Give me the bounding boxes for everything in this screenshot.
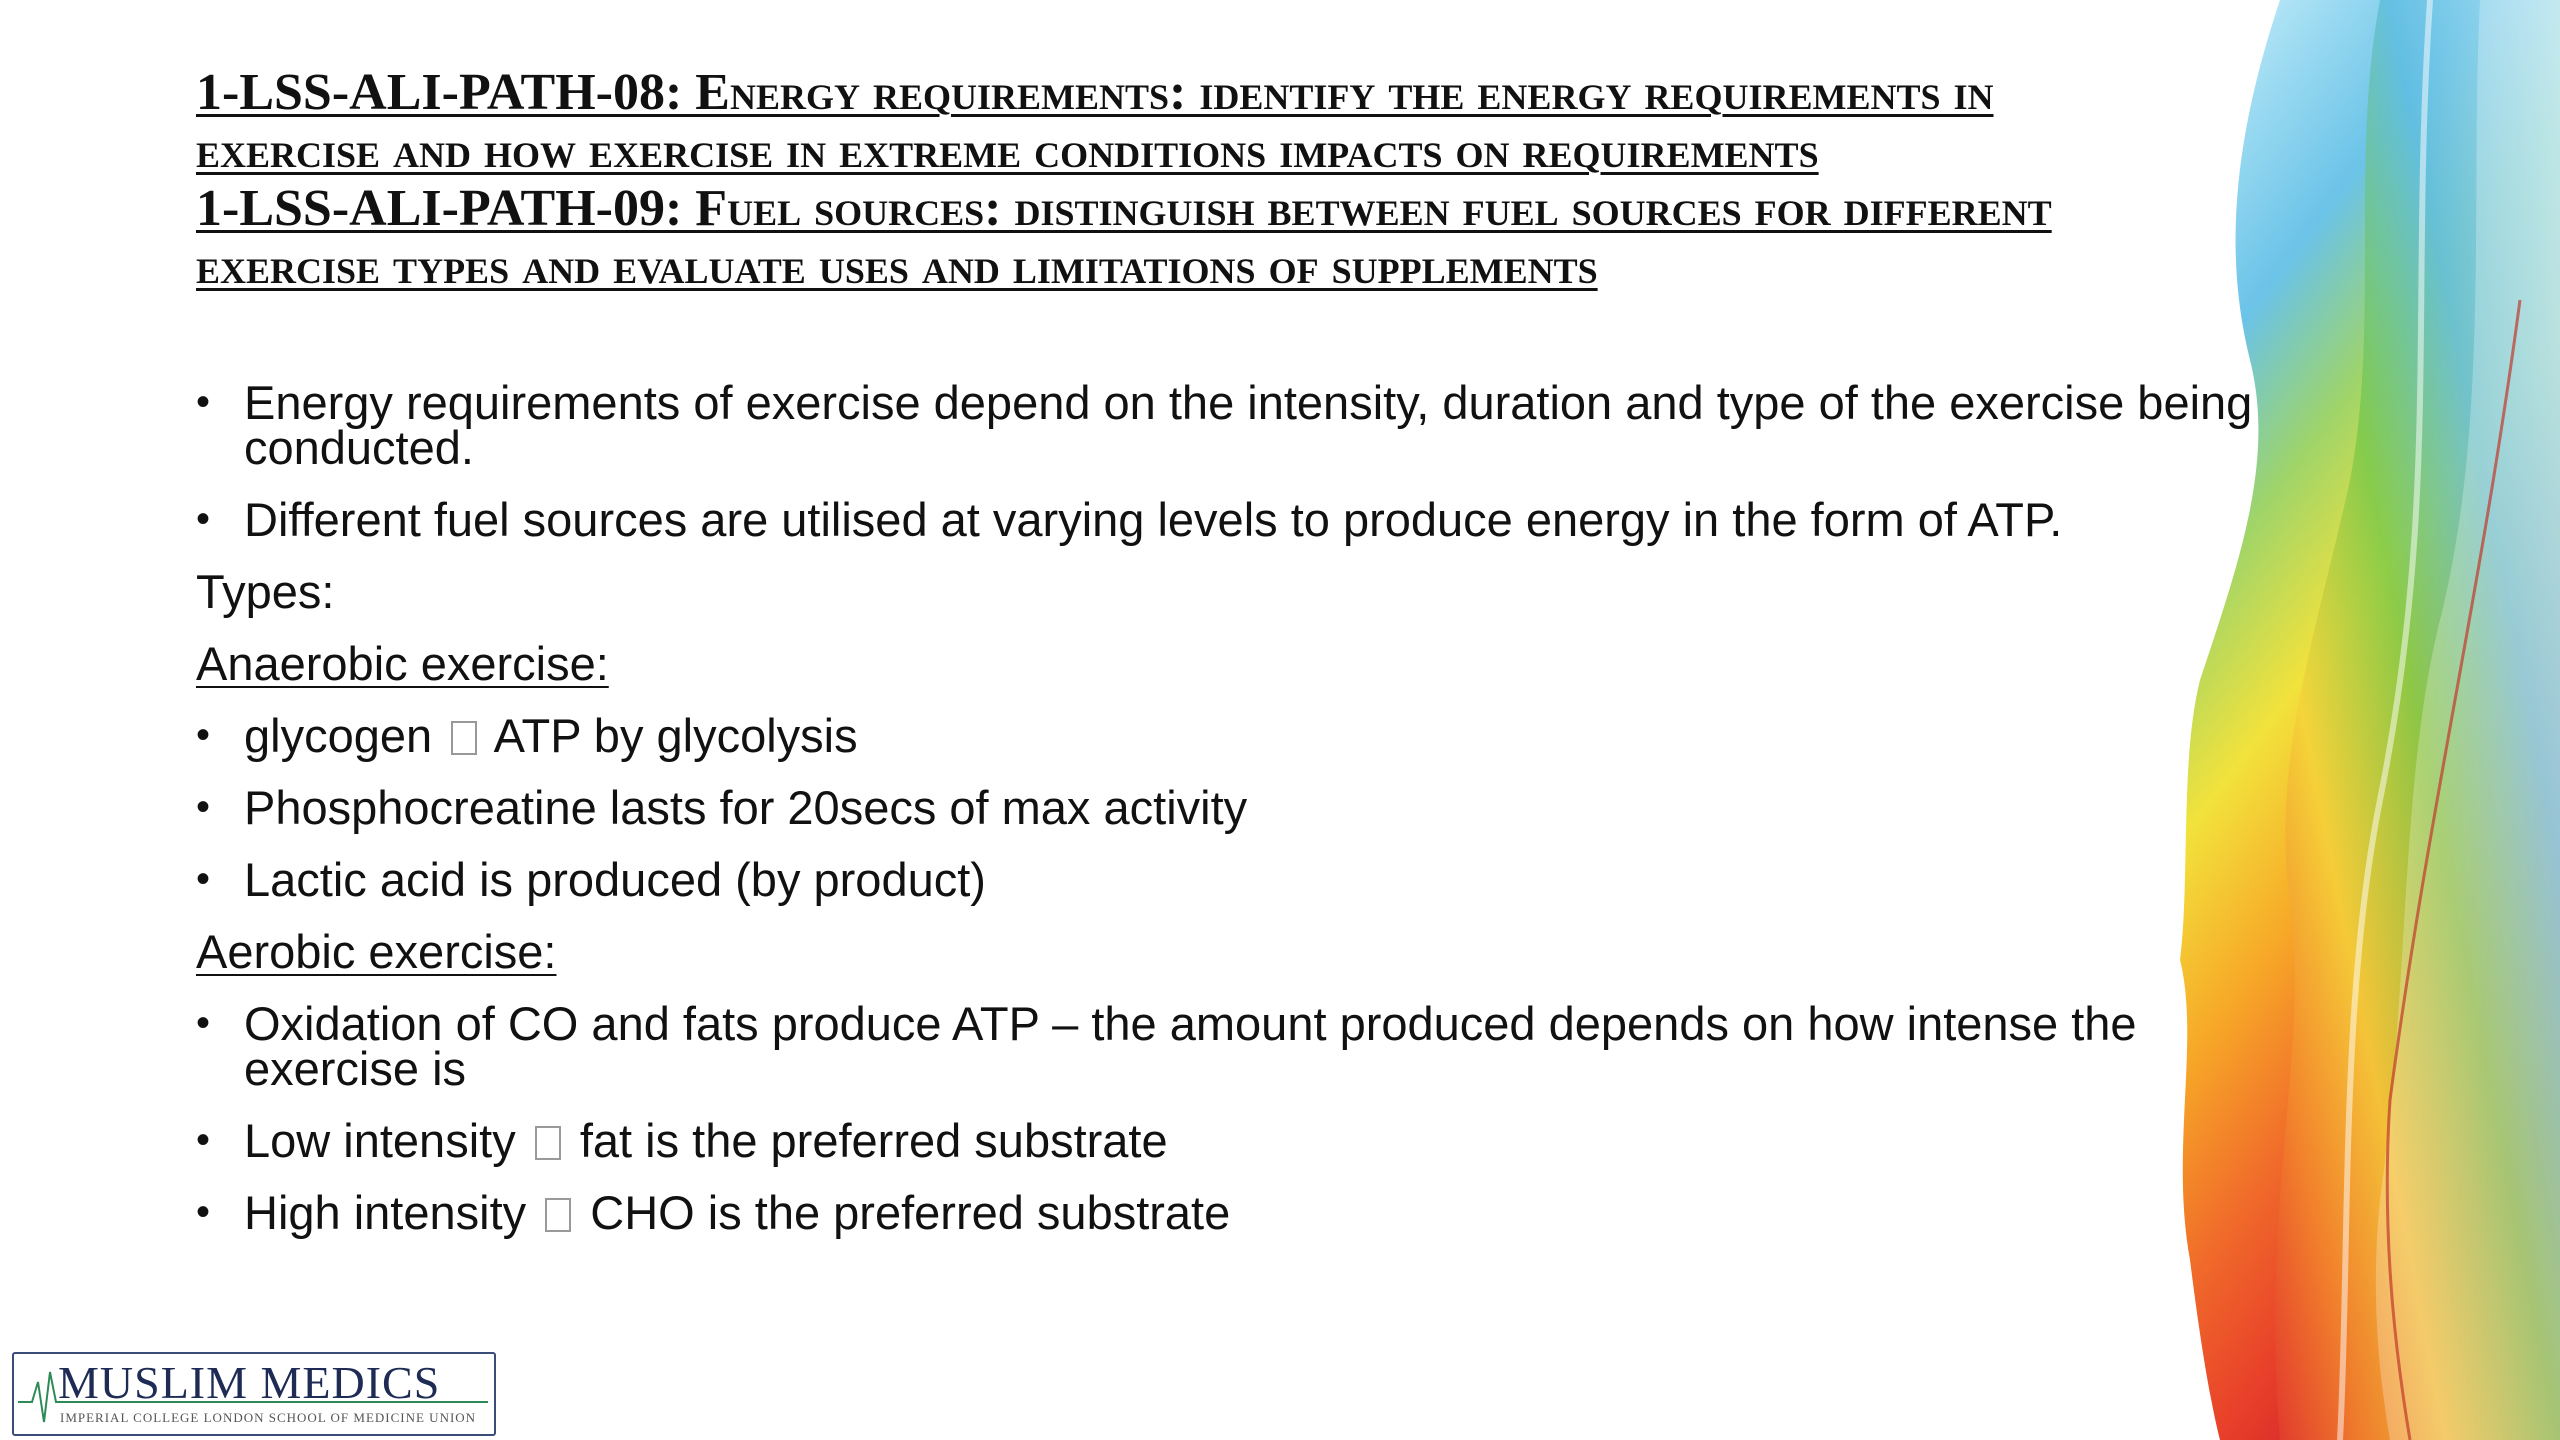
title-line-2: exercise and how exercise in extreme conditions impacts on requirements bbox=[196, 122, 1819, 179]
bullet-phosphocreatine bbox=[196, 781, 2276, 834]
bullet-dot: • bbox=[196, 1118, 211, 1162]
bullet-dot: • bbox=[196, 1001, 211, 1045]
types-label: Types: bbox=[196, 565, 335, 618]
logo-title: MUSLIM MEDICS bbox=[58, 1357, 441, 1408]
muslim-medics-logo bbox=[12, 1352, 496, 1436]
title-line-3: 1-LSS-ALI-PATH-09: Fuel sources: distinguish between fuel sources for different bbox=[196, 180, 2052, 237]
bullet-text: Different fuel sources are utilised at varying levels to produce energy in the form of ATP. bbox=[244, 493, 2063, 546]
bullet-low-intensity bbox=[196, 1114, 2276, 1167]
bullet-text: Phosphocreatine lasts for 20secs of max activity bbox=[244, 781, 1248, 834]
bullet-text-part1: Low intensity bbox=[244, 1114, 516, 1167]
bullet-text-part2: fat is the preferred substrate bbox=[579, 1114, 1168, 1167]
bullet-dot: • bbox=[196, 713, 211, 757]
arrow-placeholder-icon bbox=[545, 1198, 571, 1232]
bullet-text: Lactic acid is produced (by product) bbox=[244, 853, 986, 906]
bullet-text-part1: High intensity bbox=[244, 1186, 527, 1239]
bullet-lactic-acid bbox=[196, 853, 2276, 906]
bullet-dot: • bbox=[196, 497, 211, 541]
aerobic-heading: Aerobic exercise: bbox=[196, 925, 557, 978]
bullet-dot: • bbox=[196, 785, 211, 829]
bullet-text-part2: CHO is the preferred substrate bbox=[590, 1186, 1231, 1239]
slide-title bbox=[196, 64, 2276, 296]
bullet-oxidation bbox=[196, 997, 2276, 1095]
bullet-text: Oxidation of CO and fats produce ATP – the amount produced depends on how intense the exercise is bbox=[244, 997, 2137, 1095]
logo-subtitle: IMPERIAL COLLEGE LONDON SCHOOL OF MEDICINE UNION bbox=[60, 1410, 477, 1425]
arrow-placeholder-icon bbox=[451, 721, 477, 755]
bullet-glycogen bbox=[196, 709, 2276, 762]
arrow-placeholder-icon bbox=[535, 1126, 561, 1160]
slide-body bbox=[196, 376, 2276, 1262]
bullet-dot: • bbox=[196, 380, 211, 424]
bullet-energy-requirements bbox=[196, 376, 2276, 474]
anaerobic-heading: Anaerobic exercise: bbox=[196, 637, 609, 690]
bullet-dot: • bbox=[196, 857, 211, 901]
bullet-text-part1: glycogen bbox=[244, 709, 433, 762]
bullet-fuel-sources bbox=[196, 493, 2276, 546]
bullet-dot: • bbox=[196, 1190, 211, 1234]
bullet-high-intensity bbox=[196, 1186, 2276, 1239]
title-line-4: exercise types and evaluate uses and limitations of supplements bbox=[196, 238, 1598, 295]
title-line-1: 1-LSS-ALI-PATH-08: Energy requirements: identify the energy requirements in bbox=[196, 64, 1994, 121]
bullet-text-part2: ATP by glycolysis bbox=[493, 709, 858, 762]
bullet-text: Energy requirements of exercise depend on the intensity, duration and type of the exercise being conducted. bbox=[244, 376, 2253, 474]
